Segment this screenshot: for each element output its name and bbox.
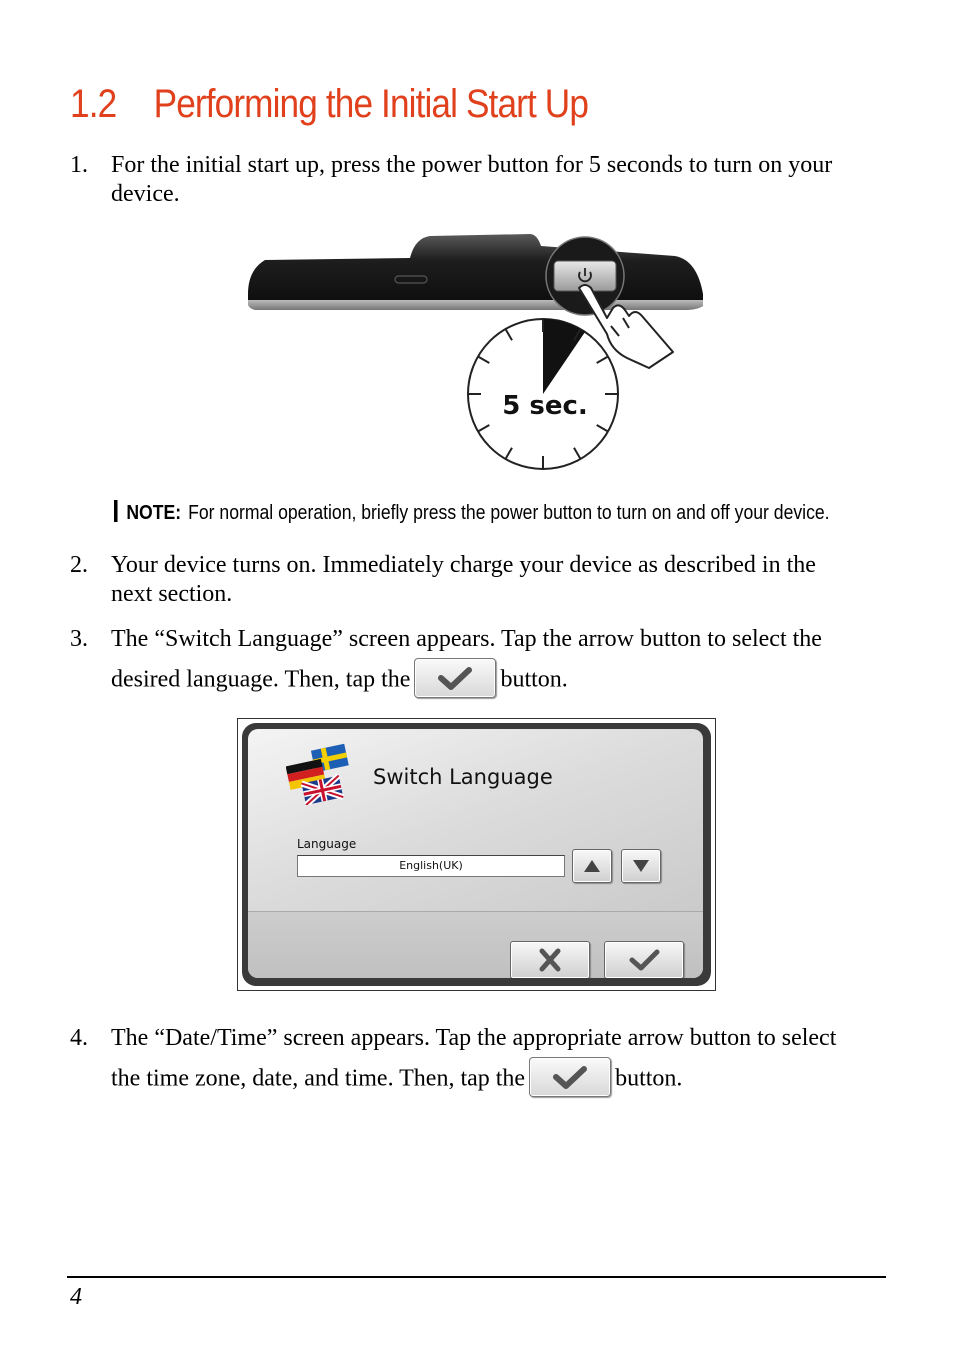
note-marker: [114, 500, 118, 522]
checkmark-icon: [626, 947, 662, 973]
step-text-line: device.: [111, 181, 180, 207]
language-label: Language: [297, 837, 357, 851]
step-text-line: desired language. Then, tap the: [111, 666, 411, 693]
section-number: 1.2: [70, 82, 117, 126]
language-up-button[interactable]: [572, 849, 612, 883]
confirm-button[interactable]: [604, 941, 684, 978]
step-number: 2.: [70, 552, 88, 578]
section-heading: [70, 82, 588, 127]
note-text: For normal operation, briefly press the power button to turn on and off your device.: [188, 502, 830, 524]
confirm-button-illustration: [529, 1057, 611, 1097]
step-number: 1.: [70, 152, 88, 178]
note-label: NOTE:: [126, 502, 182, 524]
timer-dial-icon: [468, 319, 618, 469]
step-text-line: button.: [500, 666, 568, 693]
timer-label: 5 sec.: [502, 391, 588, 421]
power-button-callout: [546, 237, 624, 315]
step-number: 4.: [70, 1025, 88, 1051]
step-text-line: The “Date/Time” screen appears. Tap the appropriate arrow button to select: [111, 1025, 837, 1051]
device-top-edge: [248, 234, 703, 310]
close-icon: [535, 947, 565, 973]
step-text-line: For the initial start up, press the power button for 5 seconds to turn on your: [111, 152, 833, 178]
confirm-button-illustration: [414, 658, 496, 698]
screen-title: Switch Language: [373, 765, 553, 789]
step-text-line: The “Switch Language” screen appears. Tap the arrow button to select the: [111, 626, 822, 652]
step-number: 3.: [70, 626, 88, 652]
footer-rule: [67, 1276, 886, 1278]
note: [114, 500, 830, 525]
section-title: Performing the Initial Start Up: [153, 82, 589, 126]
switch-language-screenshot: [237, 718, 716, 991]
arrow-down-icon: [631, 858, 651, 874]
checkmark-icon: [415, 659, 495, 697]
language-down-button[interactable]: [621, 849, 661, 883]
step-text-line: the time zone, date, and time. Then, tap the: [111, 1065, 526, 1092]
power-button-figure: [245, 228, 707, 474]
language-field: English(UK): [297, 855, 565, 877]
step-text-line: Your device turns on. Immediately charge your device as described in the: [111, 552, 816, 578]
checkmark-icon: [530, 1058, 610, 1096]
cancel-button[interactable]: [510, 941, 590, 978]
flags-icon: [286, 743, 358, 805]
page-number: 4: [70, 1284, 82, 1310]
arrow-up-icon: [582, 858, 602, 874]
step-text-line: next section.: [111, 581, 233, 607]
step-text-line: button.: [615, 1065, 683, 1092]
